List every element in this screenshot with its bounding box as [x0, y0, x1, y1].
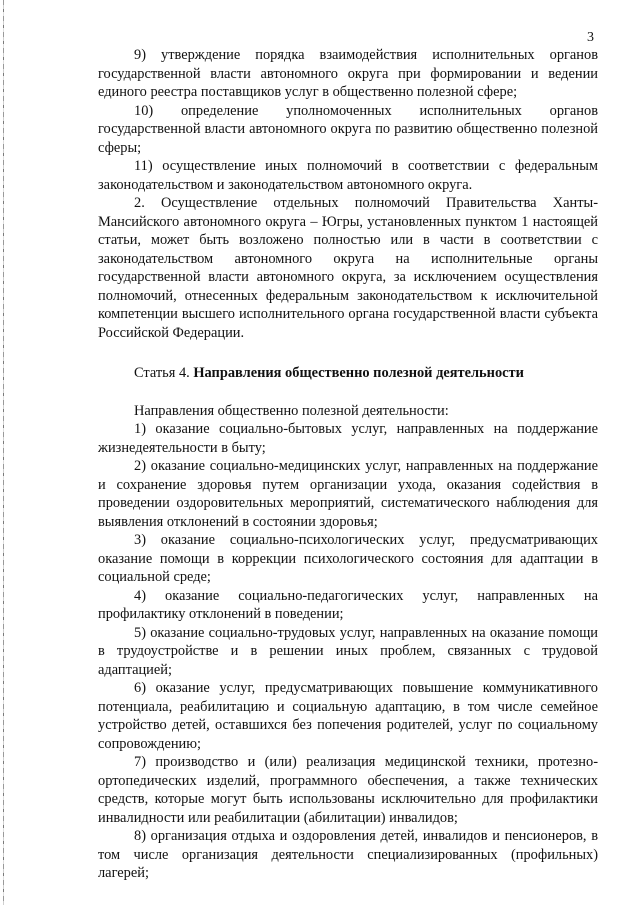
document-body: [98, 46, 598, 883]
article-number: Статья 4.: [134, 365, 194, 381]
list-item: 6) оказание услуг, предусматривающих повышение коммуникативного потенциала, реабилитацию и социальную адаптацию, в том числе семейное устройство детей, оставшихся без попечения родителей, услуг по социальному сопровождению;: [98, 680, 598, 752]
list-item: 7) производство и (или) реализация медицинской техники, протезно-ортопедических изделий, программного обеспечения, а также технических средств, которые могут быть использованы исключительно для профилактики инвалидности или реабилитации (абилитации) инвалидов;: [98, 754, 598, 826]
paragraph-item-9: 9) утверждение порядка взаимодействия исполнительных органов государственной власти автономного округа при формировании и ведении единого реестра поставщиков услуг в общественно полезной сфере;: [98, 47, 598, 100]
list-item: 3) оказание социально-психологических услуг, предусматривающих оказание помощи в коррекции психологического состояния для адаптации в социальной среде;: [98, 532, 598, 585]
paragraph-item-10: 10) определение уполномоченных исполнительных органов государственной власти автономного округа по развитию общественно полезной сферы;: [98, 102, 598, 156]
paragraph-item-11: 11) осуществление иных полномочий в соответствии с федеральным законодательством и законодательством автономного округа.: [98, 158, 598, 193]
article-title: Направления общественно полезной деятельности: [193, 365, 524, 381]
list-item: 2) оказание социально-медицинских услуг, направленных на поддержание и сохранение здоровья путем организации ухода, оказания содействия в проведении оздоровительных мероприятий, систематического наблюдения для выявления отклонений в состоянии здоровья;: [98, 458, 598, 530]
list-item: 8) организация отдыха и оздоровления детей, инвалидов и пенсионеров, в том числе организация деятельности специализированных (профильных) лагерей;: [98, 828, 598, 881]
scan-binding-edge: [3, 0, 4, 905]
page-number: 3: [587, 30, 594, 45]
article-heading: [98, 364, 598, 383]
paragraph-part-2: 2. Осуществление отдельных полномочий Правительства Ханты-Мансийского автономного округа – Югры, установленных пунктом 1 настоящей статьи, может быть возложено полностью или в части в соответствии с законодательством автономного округа на исполнительные органы государственной власти автономного округа, за исключением осуществления полномочий, отнесенных федеральным законодательством к исключительной компетенции высшего исполнительного органа государственной власти субъекта Российской Федерации.: [98, 195, 598, 341]
article-intro: Направления общественно полезной деятельности:: [134, 402, 449, 419]
list-item: 1) оказание социально-бытовых услуг, направленных на поддержание жизнедеятельности в быту;: [98, 421, 598, 456]
list-item: 5) оказание социально-трудовых услуг, направленных на оказание помощи в трудоустройстве и в решении иных проблем, связанных с трудовой адаптацией;: [98, 624, 598, 678]
list-item: 4) оказание социально-педагогических услуг, направленных на профилактику отклонений в поведении;: [98, 587, 598, 622]
